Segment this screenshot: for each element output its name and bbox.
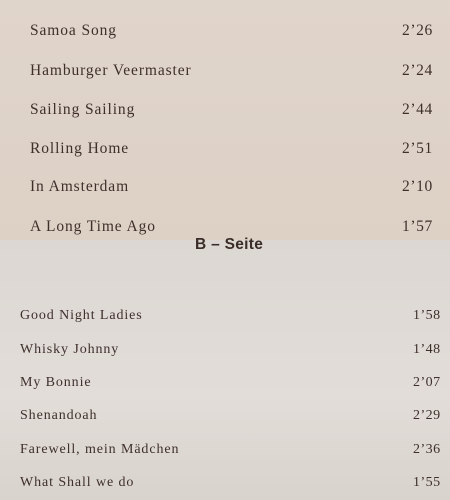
- track-title: Shenandoah: [20, 408, 98, 423]
- track-row: [0, 138, 450, 160]
- track-title: Samoa Song: [30, 22, 117, 39]
- track-duration: 2’36: [413, 442, 441, 457]
- track-title: Farewell, mein Mädchen: [20, 442, 180, 457]
- track-title: In Amsterdam: [30, 178, 130, 195]
- track-row: [0, 20, 450, 42]
- track-duration: 1’58: [413, 308, 441, 323]
- track-row: [0, 472, 450, 494]
- track-row: [0, 60, 450, 82]
- track-title: Good Night Ladies: [20, 308, 143, 323]
- track-row: [0, 216, 450, 238]
- track-duration: 2’07: [413, 375, 441, 390]
- track-row: [0, 405, 450, 427]
- track-row: [0, 99, 450, 121]
- track-duration: 1’57: [402, 218, 433, 235]
- side-b-heading: B – Seite: [195, 236, 264, 253]
- track-row: [0, 439, 450, 461]
- track-duration: 1’55: [413, 475, 441, 490]
- track-row: [0, 339, 450, 361]
- track-title: What Shall we do: [20, 475, 135, 490]
- track-duration: 2’51: [402, 140, 433, 157]
- track-row: [0, 305, 450, 327]
- track-title: Sailing Sailing: [30, 101, 136, 118]
- track-duration: 2’10: [402, 178, 433, 195]
- track-row: [0, 372, 450, 394]
- track-duration: 1’48: [413, 342, 441, 357]
- track-title: Whisky Johnny: [20, 342, 120, 357]
- track-duration: 2’29: [413, 408, 441, 423]
- track-title: Rolling Home: [30, 140, 130, 157]
- side-b-panel: [0, 240, 450, 500]
- track-duration: 2’44: [402, 101, 433, 118]
- track-row: [0, 176, 450, 198]
- track-title: Hamburger Veermaster: [30, 62, 192, 79]
- track-title: A Long Time Ago: [30, 218, 156, 235]
- track-title: My Bonnie: [20, 375, 92, 390]
- track-duration: 2’24: [402, 62, 433, 79]
- track-duration: 2’26: [402, 22, 433, 39]
